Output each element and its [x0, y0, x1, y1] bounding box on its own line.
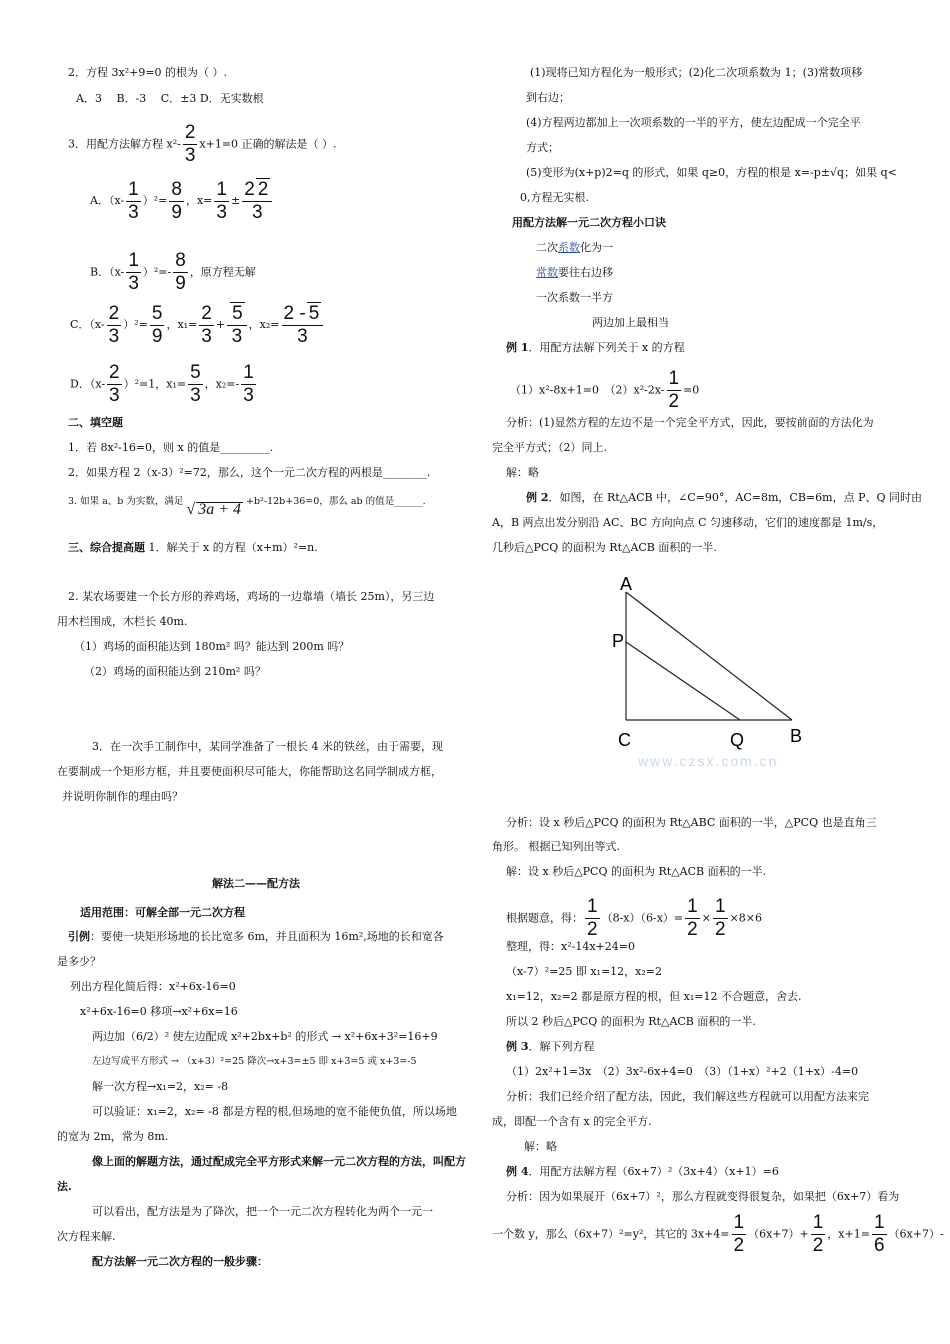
- fill-1: 1．若 8x²-16=0，则 x 的值是_________.: [68, 441, 274, 454]
- wire-question-line-1: 3．在一次手工制作中，某同学准备了一根长 4 米的铁丝，由于需要，现: [92, 740, 443, 753]
- general-step-4: (4)方程两边都加上一次项系数的一半的平方，使左边配成一个完全平: [526, 116, 861, 129]
- fill-3: 3. 如果 a、b 为实数，满足 √ 3a + 4 +b²-12b+36=0，那么 ab 的值是______.: [68, 496, 426, 518]
- intro-line-2: 是多少？: [57, 955, 101, 968]
- example-2-conclusion: 所以 2 秒后△PCQ 的面积为 Rt△ACB 面积的一半.: [506, 1015, 756, 1028]
- example-1-analysis-2: 完全平方式；（2）同上.: [492, 441, 607, 454]
- farm-question-part-1: （1）鸡场的面积能达到 180m² 吗？能达到 200m 吗？: [74, 640, 350, 653]
- label-b: B: [790, 726, 803, 746]
- example-2-simplify: 整理，得：x²-14x+24=0: [506, 940, 635, 953]
- example-2-line-3: 几秒后△PCQ 的面积为 Rt△ACB 面积的一半.: [492, 541, 717, 554]
- example-4-analysis-1: 分析：因为如果展开（6x+7）²，那么方程就变得很复杂，如果把（6x+7）看为: [506, 1190, 900, 1203]
- option-a: A．（x- $\frac{1}{3}$ ）²= $\frac{8}{9}$ ，x= $\frac{1}{3}$ ± $\frac{2 2}{3}$: [90, 178, 274, 224]
- label-c: C: [618, 730, 631, 750]
- step-1: 列出方程化简后得：x²+6x-16=0: [70, 980, 236, 993]
- definition-line-2: 法.: [57, 1180, 72, 1193]
- step-4: 左边写成平方形式 → （x+3）²=25 降次→x+3=±5 即 x+3=5 或 x+3=-5: [92, 1056, 417, 1067]
- step-3: 两边加（6/2）² 使左边配成 x²+2bx+b² 的形式 → x²+6x+3²=16+9: [92, 1030, 438, 1043]
- general-step-5: (5)变形为(x+p)2=q 的形式，如果 q≥0，方程的根是 x=-p±√q；如果 q<: [526, 166, 897, 179]
- example-2-line-2: A，B 两点出发分别沿 AC、BC 方向向点 C 匀速移动，它们的速度都是 1m/s，: [492, 516, 884, 529]
- example-2-equation: 根据题意，得： $\frac{1}{2}$ （8-x）（6-x）= $\frac{1}{2}$ × $\frac{1}{2}$ ×8×6: [506, 896, 762, 940]
- general-step-1-cont: 到右边；: [526, 91, 570, 104]
- purpose-line-2: 次方程来解.: [57, 1230, 116, 1243]
- triangle-figure: [600, 570, 820, 780]
- rhyme-line-2: 常数要往右边移: [536, 266, 613, 279]
- question-2: 2．方程 3x²+9=0 的根为（ ）.: [68, 66, 228, 79]
- farm-question-line-2: 用木栏围成，木栏长 40m.: [57, 615, 188, 628]
- intro-line-1: 引例：要使一块矩形场地的长比宽多 6m，并且面积为 16m²,场地的长和宽各: [68, 930, 444, 943]
- example-1: 例 1．用配方法解下列关于 x 的方程: [506, 341, 685, 354]
- example-3: 例 3．解下列方程: [506, 1040, 595, 1053]
- steps-title: 配方法解一元二次方程的一般步骤：: [92, 1255, 268, 1268]
- example-1-solution: 解：略: [506, 466, 539, 479]
- example-2-roots: （x-7）²=25 即 x₁=12，x₂=2: [506, 965, 662, 978]
- general-step-4-cont: 方式；: [526, 141, 559, 154]
- example-2-analysis-1: 分析：设 x 秒后△PCQ 的面积为 Rt△ABC 面积的一半，△PCQ 也是直角三: [506, 816, 877, 829]
- purpose-line-1: 可以看出，配方法是为了降次，把一个一元二次方程转化为两个一元一: [92, 1205, 433, 1218]
- step-5: 解一次方程→x₁=2，x₂= -8: [92, 1080, 229, 1093]
- wire-question-line-3: 并说明你制作的理由吗？: [62, 790, 183, 803]
- rhyme-line-3: 一次系数一半方: [536, 291, 613, 304]
- rhyme-line-1: 二次系数化为一: [536, 241, 613, 254]
- label-q: Q: [730, 730, 745, 750]
- example-4-analysis-2: 一个数 y，那么（6x+7）²=y²，其它的 3x+4= $\frac{1}{2}$ （6x+7）+ $\frac{1}{2}$ ，x+1= $\frac{1}{6}$ （6x+7）-: [492, 1212, 944, 1256]
- example-4: 例 4．用配方法解方程（6x+7）²（3x+4）（x+1）=6: [506, 1165, 779, 1178]
- option-d: D．（x- $\frac{2}{3}$ ）²=1，x₁= $\frac{5}{3}$ ，x₂=- $\frac{1}{3}$: [70, 362, 254, 406]
- label-p: P: [612, 631, 625, 651]
- general-step-1: (1)现将已知方程化为一般形式；(2)化二次项系数为 1；(3)常数项移: [530, 66, 863, 79]
- segment-pq: [626, 642, 740, 720]
- watermark: www.czsx.com.cn: [638, 753, 779, 769]
- farm-question-line-1: 2. 某农场要建一个长方形的养鸡场，鸡场的一边靠墙（墙长 25m），另三边: [68, 590, 435, 603]
- section-advanced: 三、综合提高题 1．解关于 x 的方程（x+m）²=n.: [68, 541, 318, 554]
- scope: 适用范围：可解全部一元二次方程: [80, 906, 245, 919]
- example-2-analysis-2: 角形。 根据已知列出等式.: [492, 840, 620, 853]
- fraction: $\frac{2}{3}$: [184, 122, 196, 166]
- step-7: 的宽为 2m，常为 8m.: [57, 1130, 169, 1143]
- question-2-options: A．3 B．-3 C．±3 D．无实数根: [76, 92, 264, 105]
- example-1-analysis-1: 分析：(1)显然方程的左边不是一个完全平方式，因此，要按前面的方法化为: [506, 416, 874, 429]
- rhyme-title: 用配方法解一元二次方程小口诀: [512, 216, 666, 229]
- example-3-equations: （1）2x²+1=3x （2）3x²-6x+4=0 （3）（1+x）²+2（1+x）-4=0: [506, 1065, 859, 1078]
- definition-line-1: 像上面的解题方法，通过配成完全平方形式来解一元二次方程的方法，叫配方: [92, 1155, 466, 1168]
- label-a: A: [620, 574, 633, 594]
- wire-question-line-2: 在要制成一个矩形方框，并且要使面积尽可能大，你能帮助这名同学制成方框，: [57, 765, 442, 778]
- example-1-equations: （1）x²-8x+1=0 （2）x²-2x- $\frac{1}{2}$ =0: [510, 368, 700, 412]
- farm-question-part-2: （2）鸡场的面积能达到 210m² 吗？: [84, 665, 266, 678]
- example-3-analysis-2: 成，即配一个含有 x 的完全平方.: [492, 1115, 652, 1128]
- step-2: x²+6x-16=0 移项→x²+6x=16: [80, 1005, 238, 1018]
- option-c: C．（x- $\frac{2}{3}$ ）²= $\frac{5}{9}$ ，x₁= $\frac{2}{3}$ + $\frac{5}{3}$ ，x₂= $\frac{2 - 5}{3}$: [70, 302, 325, 348]
- fill-2: 2．如果方程 2（x-3）²=72，那么，这个一元二次方程的两根是________.: [68, 466, 431, 479]
- example-3-solution: 解：略: [524, 1140, 557, 1153]
- example-2-solution: 解：设 x 秒后△PCQ 的面积为 Rt△ACB 面积的一半.: [506, 865, 767, 878]
- side-ab: [626, 592, 792, 720]
- question-3: 3．用配方法解方程 x²- $\frac{2}{3}$ x+1=0 正确的解法是（ ）.: [68, 122, 337, 166]
- constant-link[interactable]: 常数: [536, 266, 558, 279]
- section-fill-title: 二、填空题: [68, 416, 123, 429]
- example-2-check: x₁=12，x₂=2 都是原方程的根，但 x₁=12 不合题意，舍去.: [506, 990, 802, 1003]
- general-step-5-cont: 0,方程无实根.: [520, 191, 589, 204]
- option-b: B．（x- $\frac{1}{3}$ ）²=- $\frac{8}{9}$ ，原方程无解: [90, 250, 256, 294]
- step-6: 可以验证：x₁=2，x₂= -8 都是方程的根,但场地的宽不能使负值，所以场地: [92, 1105, 457, 1118]
- example-2-line-1: 例 2．如图，在 Rt△ACB 中，∠C=90°，AC=8m，CB=6m，点 P、Q 同时由: [526, 491, 922, 504]
- method-title: 解法二——配方法: [212, 877, 300, 890]
- rhyme-line-4: 两边加上最相当: [592, 316, 669, 329]
- example-3-analysis-1: 分析：我们已经介绍了配方法，因此，我们解这些方程就可以用配方法来完: [506, 1090, 869, 1103]
- coefficient-link[interactable]: 系数: [558, 241, 580, 254]
